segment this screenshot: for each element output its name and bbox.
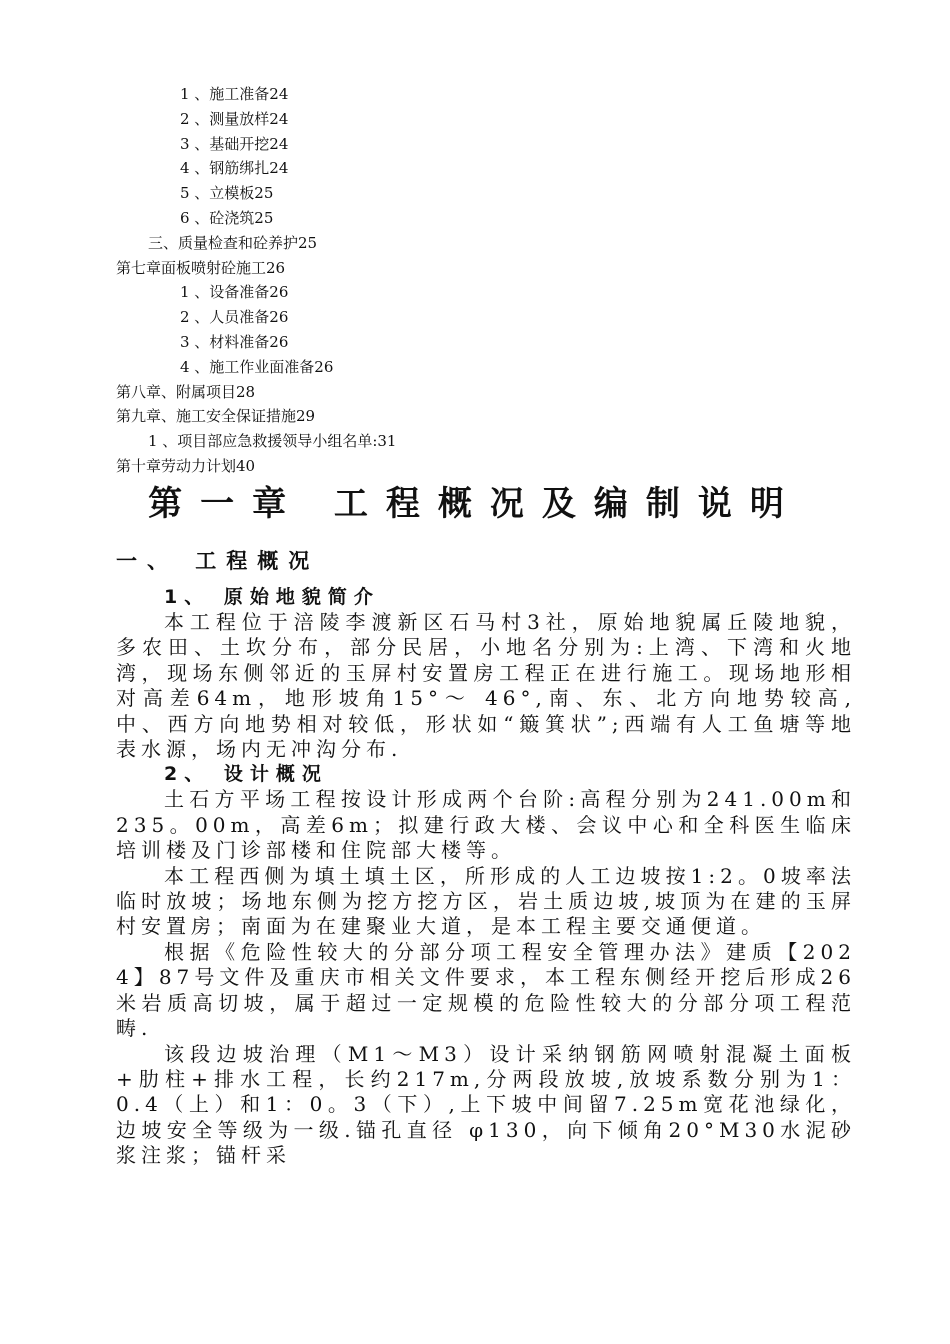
paragraph: 本工程西侧为填土填土区，所形成的人工边坡按1:2。0坡率法临时放坡；场地东侧为挖方挖方区，岩土质边坡,坡顶为在建的玉屏村安置房；南面为在建聚业大道，是本工程主要交通便道。 [116, 863, 856, 939]
toc-entry: 第十章劳动力计划40 [116, 456, 256, 475]
toc-entry: 4 、施工作业面准备26 [180, 357, 334, 376]
toc-entry: 第七章面板喷射砼施工26 [116, 258, 286, 277]
toc-entry: 1 、设备准备26 [180, 283, 289, 302]
table-of-contents [0, 82, 950, 479]
toc-entry: 4 、钢筋绑扎24 [180, 159, 289, 178]
toc-entry: 6 、砼浇筑25 [180, 208, 274, 227]
paragraph: 本工程位于涪陵李渡新区石马村3社，原始地貌属丘陵地貌，多农田、土坎分布，部分民居，小地名分别为:上湾、下湾和火地湾，现场东侧邻近的玉屏村安置房工程正在进行施工。现场地形相对高差64m，地形坡角15°～ 46°,南、东、北方向地势较高,中、西方向地势相对较低，形状如“簸箕状”;西端有人工鱼塘等地表水源，场内无冲沟分布. [116, 610, 856, 762]
paragraph: 土石方平场工程按设计形成两个台阶:高程分别为241.00m和235。00m，高差6m；拟建行政大楼、会议中心和全科医生临床培训楼及门诊部楼和住院部大楼等。 [116, 787, 856, 863]
paragraph: 根据《危险性较大的分部分项工程安全管理办法》建质【2024】87号文件及重庆市相关文件要求，本工程东侧经开挖后形成26米岩质高切坡，属于超过一定规模的危险性较大的分部分项工程范畴. [116, 939, 856, 1041]
toc-entry: 5 、立模板25 [180, 184, 274, 203]
body-text [116, 585, 856, 1169]
toc-entry: 1 、项目部应急救援领导小组名单:31 [148, 432, 397, 451]
subsection-title-2: 2、 设计概况 [164, 763, 328, 786]
toc-entry: 2 、人员准备26 [180, 308, 289, 327]
toc-entry: 2 、测量放样24 [180, 109, 289, 128]
subsection-title-1: 1、 原始地貌简介 [164, 586, 380, 608]
toc-entry: 3 、基础开挖24 [180, 134, 289, 153]
chapter-title: 第一章 工程概况及编制说明 [148, 484, 802, 524]
toc-entry: 1 、施工准备24 [180, 85, 289, 103]
toc-entry: 3 、材料准备26 [180, 332, 289, 351]
toc-entry: 三、质量检查和砼养护25 [148, 233, 318, 252]
paragraph: 该段边坡治理（M1～M3）设计采纳钢筋网喷射混凝土面板+肋柱+排水工程，长约217m,分两段放坡,放坡系数分别为1：0.4（上）和1：0。3（下）,上下坡中间留7.25m宽花池绿化，边坡安全等级为一级.锚孔直径 φ130，向下倾角20°M30水泥砂浆注浆；锚杆采 [116, 1041, 856, 1168]
toc-entry: 第九章、施工安全保证措施29 [116, 407, 316, 426]
toc-entry: 第八章、附属项目28 [116, 382, 256, 401]
section-title: 一、 工程概况 [116, 549, 320, 573]
